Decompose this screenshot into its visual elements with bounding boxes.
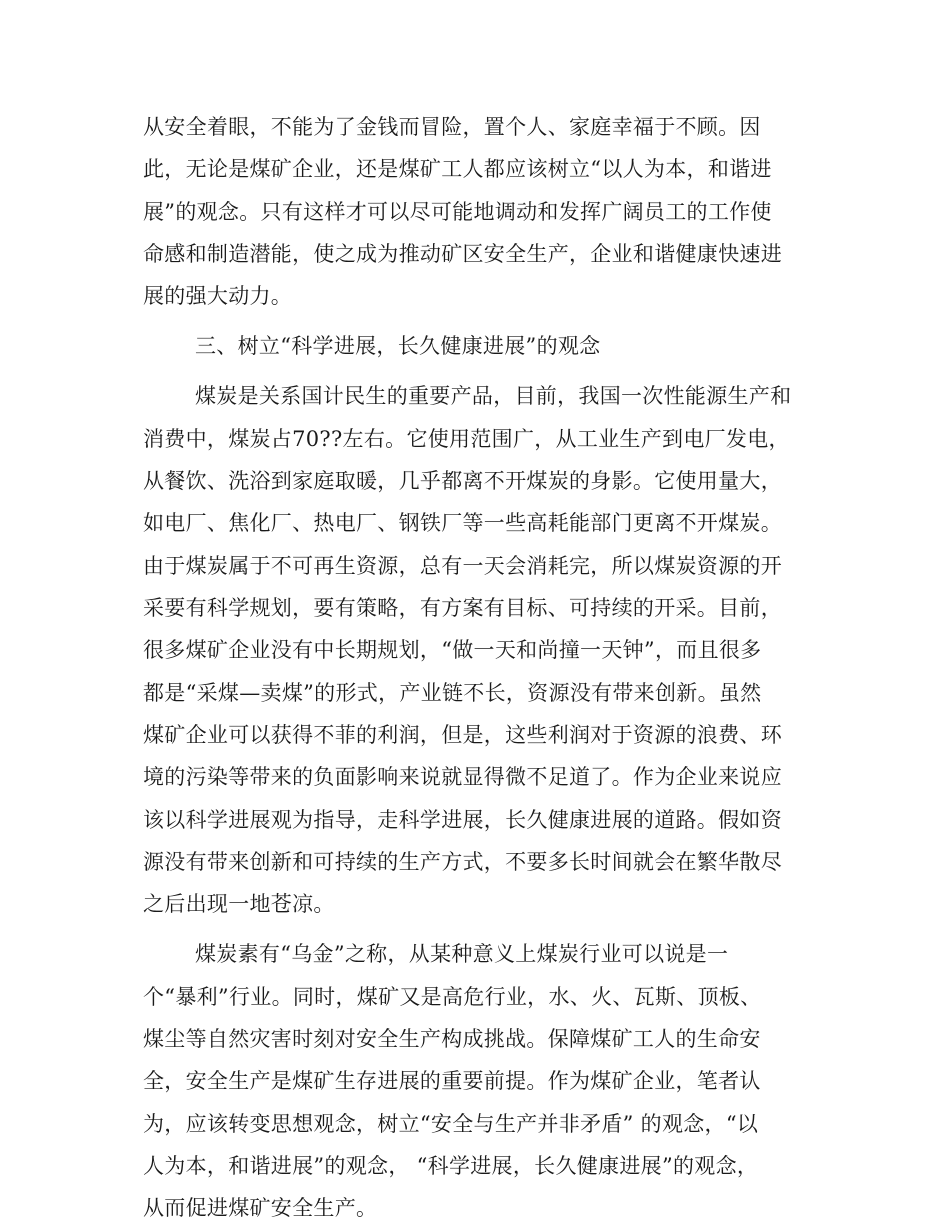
text-line: 由于煤炭属于不可再生资源，总有一天会消耗完，所以煤炭资源的开 — [143, 553, 782, 578]
text-line: 个“暴利”行业。同时，煤矿又是高危行业，水、火、瓦斯、顶板、 — [143, 984, 762, 1009]
text-line: 为，应该转变思想观念，树立“安全与生产并非矛盾” 的观念，“以 — [143, 1111, 759, 1136]
section-heading: 三、树立“科学进展，长久健康进展”的观念 — [195, 334, 601, 359]
text-line: 全，安全生产是煤矿生存进展的重要前提。作为煤矿企业，笔者认 — [143, 1069, 761, 1094]
text-line: 如电厂、焦化厂、热电厂、钢铁厂等一些高耗能部门更离不开煤炭。 — [143, 511, 782, 536]
text-line: 煤矿企业可以获得不菲的利润，但是，这些利润对于资源的浪费、环 — [143, 722, 782, 747]
text-line: 展”的观念。只有这样才可以尽可能地调动和发挥广阔员工的工作使 — [143, 199, 772, 224]
text-line: 源没有带来创新和可持续的生产方式，不要多长时间就会在繁华散尽 — [143, 849, 782, 874]
text-line: 之后出现一地苍凉。 — [143, 892, 335, 917]
text-line: 境的污染等带来的负面影响来说就显得微不足道了。作为企业来说应 — [143, 765, 782, 790]
text-line: 煤炭素有“乌金”之称，从某种意义上煤炭行业可以说是一 — [195, 942, 729, 967]
text-line: 展的强大动力。 — [143, 284, 293, 309]
text-line: 煤炭是关系国计民生的重要产品，目前，我国一次性能源生产和 — [195, 384, 792, 409]
text-line: 很多煤矿企业没有中长期规划，“做一天和尚撞一天钟”，而且很多 — [143, 638, 762, 663]
text-line: 从而促进煤矿安全生产。 — [143, 1196, 378, 1221]
text-line: 该以科学进展观为指导，走科学进展，长久健康进展的道路。假如资 — [143, 807, 782, 832]
text-line: 命感和制造潜能，使之成为推动矿区安全生产，企业和谐健康快速进 — [143, 242, 782, 266]
text-line: 此，无论是煤矿企业，还是煤矿工人都应该树立“以人为本，和谐进 — [143, 157, 772, 182]
text-line: 从安全着眼，不能为了金钱而冒险，置个人、家庭幸福于不顾。因 — [143, 115, 761, 139]
text-line: 都是“采煤—卖煤”的形式，产业链不长，资源没有带来创新。虽然 — [143, 680, 762, 705]
text-line: 人为本，和谐进展”的观念， “科学进展，长久健康进展”的观念， — [143, 1153, 759, 1178]
text-line: 煤尘等自然灾害时刻对安全生产构成挑战。保障煤矿工人的生命安 — [143, 1026, 761, 1051]
text-line: 从餐饮、洗浴到家庭取暖，几乎都离不开煤炭的身影。它使用量大， — [143, 469, 782, 493]
text-line: 采要有科学规划，要有策略，有方案有目标、可持续的开采。目前， — [143, 596, 782, 620]
text-line: 消费中，煤炭占70??左右。它使用范围广，从工业生产到电厂发电， — [143, 426, 790, 451]
